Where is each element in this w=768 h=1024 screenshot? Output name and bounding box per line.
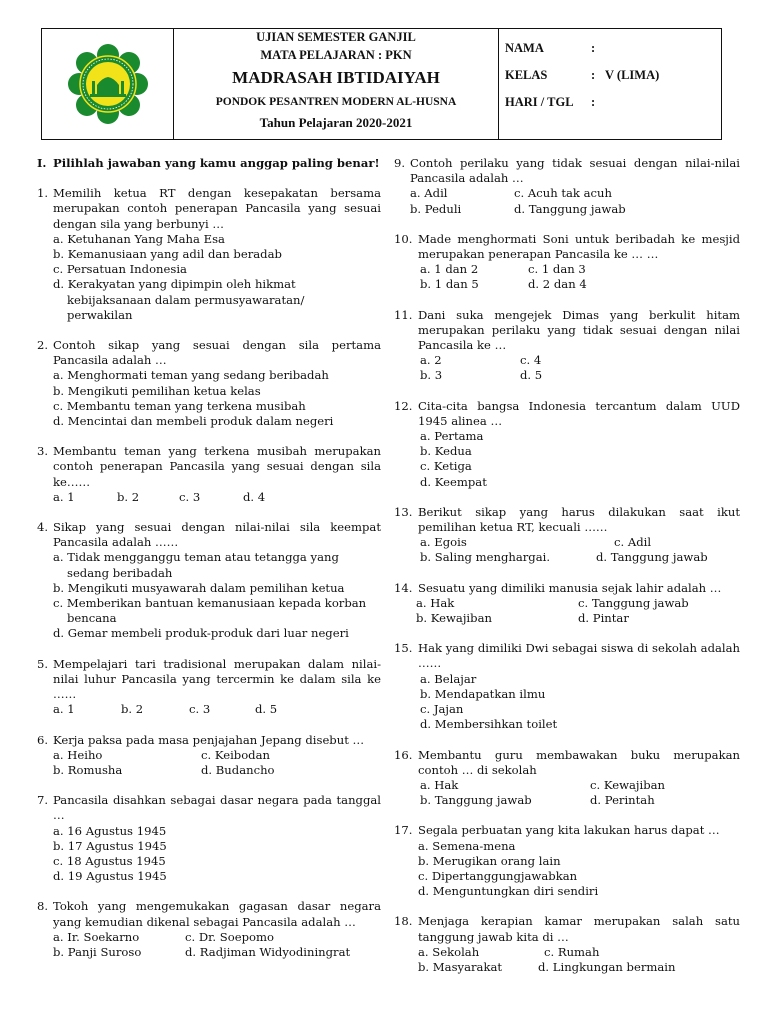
question-5 xyxy=(37,657,381,718)
question-text: Kerja paksa pada masa penjajahan Jepang disebut … xyxy=(53,732,365,747)
option-a[interactable]: a. 1 xyxy=(53,702,75,717)
question-stem xyxy=(394,505,740,535)
question-15 xyxy=(394,641,740,732)
question-7 xyxy=(37,793,381,884)
academic-year: Tahun Pelajaran 2020-2021 xyxy=(259,115,413,130)
question-number: 11. xyxy=(394,307,413,322)
info-label: HARI / TGL xyxy=(505,95,574,109)
option-d-cont: kebijaksanaan dalam permusyawaratan/ xyxy=(67,292,305,307)
question-number: 5. xyxy=(37,656,49,671)
option-c[interactable]: c. Rumah xyxy=(544,944,600,959)
question-text: Membantu guru membawakan buku merupakan contoh … di sekolah xyxy=(418,747,740,777)
question-stem xyxy=(394,641,740,671)
option-b[interactable]: b. Peduli xyxy=(410,201,462,216)
info-row-hari xyxy=(505,95,721,122)
options xyxy=(394,672,740,733)
option-c-cont: bencana xyxy=(67,611,117,626)
question-stem xyxy=(394,308,740,354)
question-stem xyxy=(37,520,381,550)
option-a[interactable]: a. Ir. Soekarno xyxy=(53,929,140,944)
option-d[interactable]: d. 4 xyxy=(243,489,266,504)
question-text: Sikap yang sesuai dengan nilai-nilai sila keempat Pancasila adalah …… xyxy=(53,520,381,550)
option-c[interactable]: c. Dipertanggungjawabkan xyxy=(418,868,578,883)
question-6 xyxy=(37,733,381,779)
info-row-kelas xyxy=(505,68,721,95)
question-text: Membantu teman yang terkena musibah merupakan contoh penerapan Pancasila yang sesuai dengan sila ke…… xyxy=(53,444,381,489)
options xyxy=(37,550,381,641)
option-b[interactable]: b. 1 dan 5 xyxy=(420,277,479,292)
question-number: 17. xyxy=(394,823,413,838)
options xyxy=(394,535,740,565)
question-number: 4. xyxy=(37,520,49,535)
question-16 xyxy=(394,748,740,809)
info-colon: : xyxy=(591,41,596,55)
question-text: Dani suka mengejek Dimas yang berkulit hitam merupakan perilaku yang tidak sesuai dengan nilai Pancasila ke … xyxy=(418,307,740,353)
options xyxy=(394,945,740,975)
options xyxy=(37,930,381,960)
left-column xyxy=(37,156,381,975)
question-number: 13. xyxy=(394,504,413,519)
question-9 xyxy=(394,156,740,217)
option-d[interactable]: d. Kerakyatan yang dipimpin oleh hikmat xyxy=(53,277,296,292)
question-text: Contoh sikap yang sesuai dengan sila pertama Pancasila adalah … xyxy=(53,338,381,368)
options xyxy=(37,368,381,429)
option-d[interactable]: d. Pintar xyxy=(578,611,629,626)
question-stem xyxy=(394,156,740,186)
option-a[interactable]: a. Belajar xyxy=(420,671,477,686)
option-d[interactable]: d. Menguntungkan diri sendiri xyxy=(418,884,599,899)
school-crest-icon xyxy=(52,44,164,124)
options xyxy=(394,353,740,383)
section-title: Pilihlah jawaban yang kamu anggap paling benar! xyxy=(53,156,380,170)
option-a[interactable]: a. 16 Agustus 1945 xyxy=(53,823,167,838)
question-1 xyxy=(37,186,381,323)
question-number: 18. xyxy=(394,914,413,929)
options xyxy=(37,702,381,717)
option-c[interactable]: c. Tanggung jawab xyxy=(578,595,689,610)
section-instruction xyxy=(37,156,381,171)
question-8 xyxy=(37,899,381,960)
question-stem xyxy=(37,444,381,490)
question-18 xyxy=(394,914,740,975)
option-b[interactable]: b. Mengikuti musyawarah dalam pemilihan ketua xyxy=(53,580,345,595)
question-text: Memilih ketua RT dengan kesepakatan bersama merupakan contoh penerapan Pancasila yang sesuai dengan sila yang berbunyi … xyxy=(53,186,381,231)
question-number: 10. xyxy=(394,231,413,246)
option-b[interactable]: b. Kedua xyxy=(420,444,472,459)
option-a[interactable]: a. Adil xyxy=(410,186,448,201)
option-a[interactable]: a. Pertama xyxy=(420,429,484,444)
option-a[interactable]: a. 2 xyxy=(420,353,442,368)
option-a[interactable]: a. 1 xyxy=(53,489,75,504)
question-number: 8. xyxy=(37,899,49,914)
info-row-nama xyxy=(505,41,721,68)
option-b[interactable]: b. Kewajiban xyxy=(416,611,492,626)
option-d-cont: perwakilan xyxy=(67,307,133,322)
question-stem xyxy=(394,232,740,262)
option-c[interactable]: c. Jajan xyxy=(420,702,464,717)
question-stem xyxy=(394,748,740,778)
option-c[interactable]: c. Membantu teman yang terkena musibah xyxy=(53,398,306,413)
options xyxy=(37,232,381,323)
info-label: NAMA xyxy=(505,41,544,55)
question-number: 1. xyxy=(37,186,49,201)
option-d[interactable]: d. 19 Agustus 1945 xyxy=(53,869,167,884)
option-c[interactable]: c. 3 xyxy=(179,489,201,504)
question-12 xyxy=(394,399,740,490)
question-text: Menjaga kerapian kamar merupakan salah satu tanggung jawab kita di … xyxy=(418,914,740,944)
option-d[interactable]: d. Perintah xyxy=(590,793,655,808)
options xyxy=(37,490,381,505)
option-b[interactable]: b. Panji Suroso xyxy=(53,944,142,959)
option-b[interactable]: b. Kemanusiaan yang adil dan beradab xyxy=(53,247,282,262)
school-name: MADRASAH IBTIDAIYAH xyxy=(232,68,440,87)
question-17 xyxy=(394,823,740,899)
option-a[interactable]: a. Ketuhanan Yang Maha Esa xyxy=(53,231,225,246)
question-stem xyxy=(394,581,740,596)
question-number: 14. xyxy=(394,580,413,595)
question-text: Pancasila disahkan sebagai dasar negara pada tanggal … xyxy=(53,793,381,823)
question-number: 12. xyxy=(394,398,413,413)
option-b[interactable]: b. Tanggung jawab xyxy=(420,793,532,808)
option-b[interactable]: b. 2 xyxy=(121,702,144,717)
option-a[interactable]: a. Tidak mengganggu teman atau tetangga yang xyxy=(53,550,339,565)
option-d[interactable]: d. 2 dan 4 xyxy=(528,277,587,292)
question-text: Sesuatu yang dimiliki manusia sejak lahir adalah … xyxy=(418,580,722,595)
option-c[interactable]: c. 4 xyxy=(520,353,542,368)
option-d[interactable]: d. Keempat xyxy=(420,474,487,489)
question-stem xyxy=(37,186,381,232)
question-text: Tokoh yang mengemukakan gagasan dasar negara yang kemudian dikenal sebagai Pancasila adalah … xyxy=(53,899,381,929)
question-text: Hak yang dimiliki Dwi sebagai siswa di sekolah adalah …… xyxy=(418,641,740,671)
question-stem xyxy=(37,793,381,823)
option-c[interactable]: c. Ketiga xyxy=(420,459,472,474)
options xyxy=(394,262,740,292)
question-stem xyxy=(37,657,381,703)
option-a[interactable]: a. Hak xyxy=(416,595,455,610)
option-c[interactable]: c. 1 dan 3 xyxy=(528,262,586,277)
option-d[interactable]: d. Gemar membeli produk-produk dari luar negeri xyxy=(53,626,349,641)
option-c[interactable]: c. Adil xyxy=(614,535,652,550)
option-c[interactable]: c. 3 xyxy=(189,702,211,717)
option-c[interactable]: c. 18 Agustus 1945 xyxy=(53,853,166,868)
option-a[interactable]: a. Sekolah xyxy=(418,944,480,959)
option-d[interactable]: d. Radjiman Widyodiningrat xyxy=(185,944,351,959)
option-d[interactable]: d. Membersihkan toilet xyxy=(420,717,558,732)
option-d[interactable]: d. Tanggung jawab xyxy=(596,550,708,565)
question-text: Segala perbuatan yang kita lakukan harus dapat … xyxy=(418,823,720,838)
question-text: Mempelajari tari tradisional merupakan dalam nilai-nilai luhur Pancasila yang tercermin ke dalam sila ke …… xyxy=(53,656,381,702)
question-number: 3. xyxy=(37,444,49,459)
exam-title: UJIAN SEMESTER GANJIL xyxy=(256,30,416,44)
logo-cell xyxy=(42,29,174,139)
question-stem xyxy=(37,733,381,748)
question-stem xyxy=(37,338,381,368)
info-colon: : xyxy=(591,68,596,82)
pondok-name: PONDOK PESANTREN MODERN AL-HUSNA xyxy=(215,96,457,108)
question-number: 7. xyxy=(37,793,49,808)
question-text: Cita-cita bangsa Indonesia tercantum dalam UUD 1945 alinea … xyxy=(418,398,740,428)
option-b[interactable]: b. 3 xyxy=(420,368,443,383)
class-value: V (LIMA) xyxy=(605,68,660,82)
option-a-cont: sedang beribadah xyxy=(67,565,173,580)
option-b[interactable]: b. Romusha xyxy=(53,762,123,777)
option-a[interactable]: a. Hak xyxy=(420,777,459,792)
option-b[interactable]: b. Masyarakat xyxy=(418,959,503,974)
question-11 xyxy=(394,308,740,384)
option-c[interactable]: c. Dr. Soepomo xyxy=(185,929,274,944)
options xyxy=(394,778,740,808)
options xyxy=(37,824,381,885)
option-b[interactable]: b. Merugikan orang lain xyxy=(418,853,561,868)
question-text: Berikut sikap yang harus dilakukan saat ikut pemilihan ketua RT, kecuali …… xyxy=(418,504,740,535)
option-d[interactable]: d. 5 xyxy=(520,368,543,383)
question-number: 2. xyxy=(37,338,49,353)
title-cell xyxy=(174,29,499,139)
question-13 xyxy=(394,505,740,566)
option-a[interactable]: a. Semena-mena xyxy=(418,838,516,853)
question-14 xyxy=(394,581,740,627)
option-b[interactable]: b. 17 Agustus 1945 xyxy=(53,838,167,853)
question-stem xyxy=(394,914,740,944)
option-a[interactable]: a. Menghormati teman yang sedang beribadah xyxy=(53,368,329,383)
question-number: 9. xyxy=(394,156,406,170)
option-a[interactable]: a. 1 dan 2 xyxy=(420,262,479,277)
options xyxy=(394,429,740,490)
right-column xyxy=(394,156,740,990)
option-c[interactable]: c. Keibodan xyxy=(201,747,270,762)
option-c[interactable]: c. Kewajiban xyxy=(590,777,666,792)
question-text: Contoh perilaku yang tidak sesuai dengan nilai-nilai Pancasila adalah … xyxy=(410,156,740,186)
question-3 xyxy=(37,444,381,505)
option-d[interactable]: d. Budancho xyxy=(201,762,275,777)
info-colon: : xyxy=(591,95,596,109)
question-stem xyxy=(394,823,740,838)
option-b[interactable]: b. Mengikuti pemilihan ketua kelas xyxy=(53,383,261,398)
option-c[interactable]: c. Acuh tak acuh xyxy=(514,186,612,201)
option-d[interactable]: d. Lingkungan bermain xyxy=(538,959,676,974)
option-b[interactable]: b. 2 xyxy=(117,489,140,504)
question-10 xyxy=(394,232,740,293)
question-stem xyxy=(37,899,381,929)
question-number: 15. xyxy=(394,641,413,656)
question-4 xyxy=(37,520,381,642)
student-info xyxy=(499,29,721,139)
option-a[interactable]: a. Egois xyxy=(420,535,467,550)
option-c[interactable]: c. Persatuan Indonesia xyxy=(53,262,187,277)
option-a[interactable]: a. Heiho xyxy=(53,747,103,762)
option-d[interactable]: d. Tanggung jawab xyxy=(514,201,626,216)
options xyxy=(394,596,740,626)
question-stem xyxy=(394,399,740,429)
option-b[interactable]: b. Mendapatkan ilmu xyxy=(420,686,546,701)
option-d[interactable]: d. Mencintai dan membeli produk dalam negeri xyxy=(53,414,334,429)
option-d[interactable]: d. 5 xyxy=(255,702,278,717)
question-2 xyxy=(37,338,381,429)
section-number: I. xyxy=(37,156,47,170)
exam-header xyxy=(41,28,722,140)
subject-title: MATA PELAJARAN : PKN xyxy=(260,48,412,62)
options xyxy=(394,839,740,900)
info-label: KELAS xyxy=(505,68,548,82)
question-text: Made menghormati Soni untuk beribadah ke mesjid merupakan penerapan Pancasila ke … … xyxy=(418,231,740,262)
option-c[interactable]: c. Memberikan bantuan kemanusiaan kepada korban xyxy=(53,596,367,611)
question-number: 6. xyxy=(37,732,49,747)
options xyxy=(394,186,740,216)
options xyxy=(37,748,381,778)
option-b[interactable]: b. Saling menghargai. xyxy=(420,550,551,565)
question-number: 16. xyxy=(394,747,413,762)
